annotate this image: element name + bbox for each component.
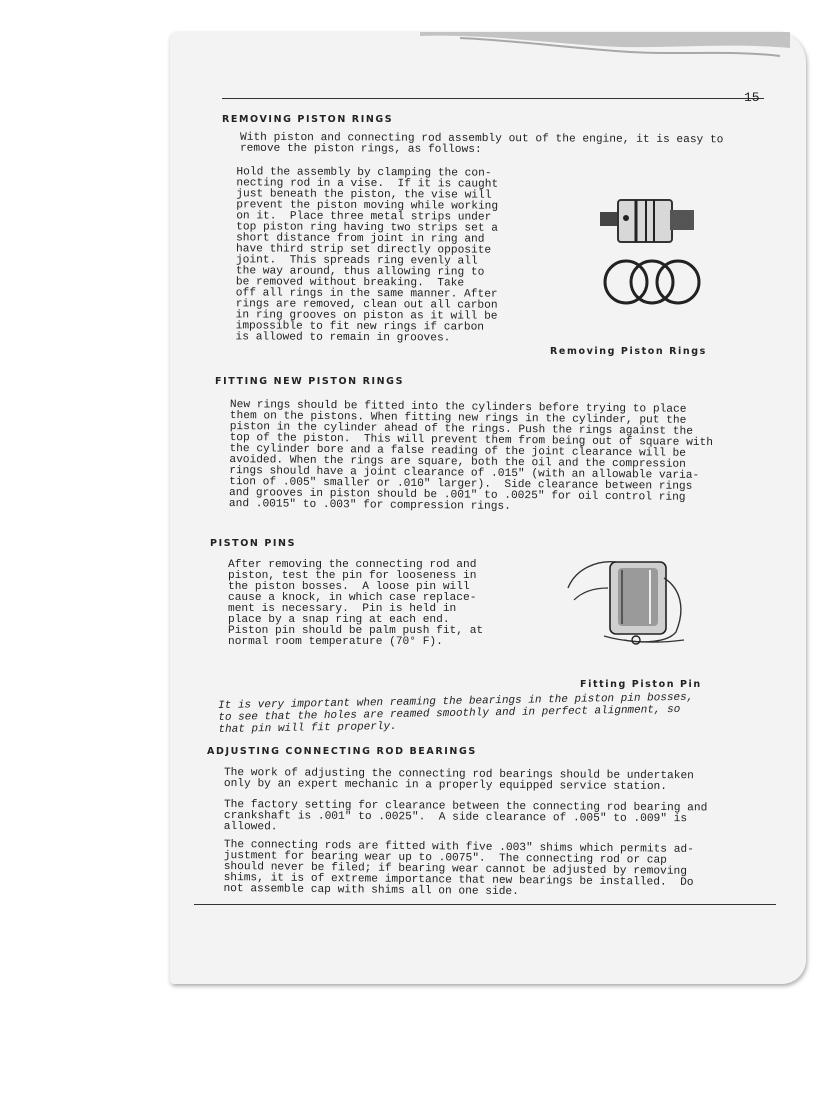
top-rule xyxy=(222,98,764,99)
removing-intro: With piston and connecting rod assembly out of the engine, it is easy to remove the piston rings, as follows: xyxy=(239,131,724,156)
page-number: 15 xyxy=(744,90,760,105)
figure-caption-fitting-pin: Fitting Piston Pin xyxy=(580,679,702,690)
figure-caption-removing: Removing Piston Rings xyxy=(550,346,707,357)
piston-pin-illustration xyxy=(564,548,694,648)
bottom-rule xyxy=(194,904,776,905)
heading-removing-piston-rings: REMOVING PISTON RINGS xyxy=(222,114,394,125)
piston-rings-illustration xyxy=(596,196,708,308)
heading-piston-pins: PISTON PINS xyxy=(210,538,297,549)
reaming-note: It is very important when reaming the bearings in the piston pin bosses, to see that the holes are reamed smoothly and in perfect alignment, so that pin will fit properly. xyxy=(218,691,694,736)
adjusting-para-1: The work of adjusting the connecting rod bearings should be undertaken only by an expert mechanic in a properly equipped service station. xyxy=(223,767,694,794)
removing-body: Hold the assembly by clamping the con- necting rod in a vise. If it is caught just beneath the piston, the vise will prevent the piston moving while working on it. Place three metal strips under top piston ring having two strips set a short distance from joint in ring and have third strip set directly opposite joint. This spreads ring evenly all the way around, thus allowing ring to be removed without breaking. Take off all rings in the same manner. After rings are removed, clean out all carbon in ring grooves on piston as it will be impossible to fit new rings if carbon is allowed to remain in grooves. xyxy=(235,166,499,345)
pins-body: After removing the connecting rod and piston, test the pin for looseness in the piston bosses. A loose pin will cause a knock, in which case replace- ment is necessary. Pin is held in place by a snap ring at each end. Piston pin should be palm push fit, at normal room temperature (70° F). xyxy=(228,559,484,648)
heading-adjusting-connecting-rod-bearings: ADJUSTING CONNECTING ROD BEARINGS xyxy=(207,746,477,757)
adjusting-para-2: The factory setting for clearance between the connecting rod bearing and crankshaft is .001" to .0025". A side clearance of .005" to .009" is allowed. xyxy=(223,799,708,834)
heading-fitting-new-piston-rings: FITTING NEW PISTON RINGS xyxy=(215,376,405,387)
adjusting-para-3: The connecting rods are fitted with five .003" shims which permits ad- justment for bearing wear up to .0075". The connecting rod or cap should never be filed; if bearing wear cannot be adjusted by removing shims, it is of extreme importance that new bearings be installed. Do not assemble cap with shims all on one side. xyxy=(223,839,694,899)
fitting-body: New rings should be fitted into the cylinders before trying to place them on the pistons. When fitting new rings in the cylinder, put the piston in the cylinder ahead of the rings. Push the rings against the top of the piston. This will prevent them from being out of square with the cylinder bore and a false reading of the joint clearance will be avoided. When the rings are square, both the oil and the compression rings should have a joint clearance of .015" (with an allowable varia- tion of .005" smaller or .010" larger). Side clearance between rings and grooves in piston should be .001" to .0025" for oil control ring and .0015" to .003" for compression rings. xyxy=(228,399,714,513)
